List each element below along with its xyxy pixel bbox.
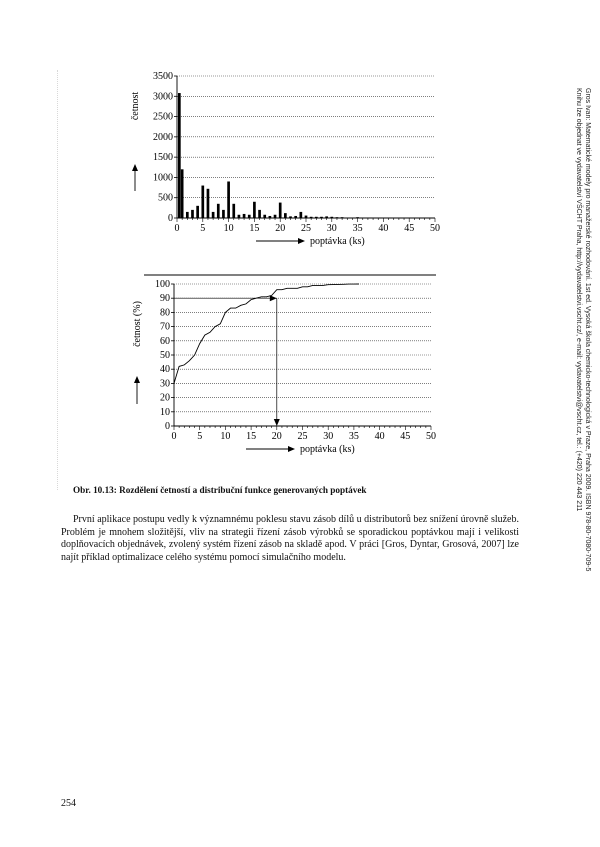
bar: [305, 216, 308, 218]
y-tick-label: 2000: [153, 131, 173, 143]
bar: [336, 217, 339, 218]
bar: [181, 169, 184, 218]
bar: [398, 218, 401, 219]
bar: [269, 216, 272, 218]
y-tick-label: 100: [155, 279, 170, 290]
x-tick-label: 20: [271, 431, 282, 442]
annotation-arrowhead-vertical: [274, 419, 280, 426]
bar: [217, 204, 220, 218]
x-label-arrowhead: [288, 446, 295, 452]
x-axis-label: poptávka (ks): [300, 444, 355, 455]
y-tick-label: 1000: [153, 172, 173, 184]
bar: [330, 217, 333, 218]
bar: [178, 93, 181, 218]
bar: [377, 218, 380, 219]
bar: [356, 217, 359, 218]
x-axis-label: poptávka (ks): [310, 236, 365, 247]
bar: [284, 213, 287, 218]
bar: [423, 218, 426, 219]
bar: [196, 206, 199, 218]
x-tick-label: 25: [301, 223, 311, 234]
bar: [227, 181, 230, 218]
x-tick-label: 5: [197, 431, 203, 442]
bar: [387, 218, 390, 219]
x-tick-label: 10: [220, 431, 231, 442]
bar: [253, 202, 256, 218]
bar: [325, 216, 328, 218]
y-tick-label: 50: [160, 350, 170, 361]
bar: [186, 212, 189, 218]
body-paragraph: První aplikace postupu vedly k významnému poklesu stavu zásob dílů u distributorů bez snížení úrovně služeb. Problém je mnohem složitější, vliv na strategii řízení zásob výrobků se sporadickou poptávkou mají i velikosti doplňovacích objednávek, zvolený systém řízení zásob na skladě apod. V práci [Gros, Dyntar, Grosová, 2007] lze najít příklad optimalizace celého systému pomocí simulačního modelu.: [61, 514, 519, 563]
bar: [274, 215, 277, 218]
bar: [320, 217, 323, 218]
y-tick-label: 3000: [153, 91, 173, 103]
x-tick-label: 45: [404, 223, 415, 234]
x-tick-label: 20: [275, 223, 286, 234]
x-tick-label: 35: [352, 223, 363, 234]
side-note-line2: Knihu lze objednat ve vydavatelství VŠCHT Praha, http://vydavatelstvi.vscht.cz/, e-mail: vydavatelstvi@vscht.cz, tel.: (+420) 220 443 211: [575, 88, 582, 512]
y-tick-label: 0: [165, 421, 170, 432]
y-tick-label: 80: [160, 307, 170, 319]
y-label-arrowhead: [132, 164, 138, 171]
bar: [408, 218, 411, 219]
bar: [341, 217, 344, 218]
bar: [212, 212, 215, 218]
bar: [207, 189, 210, 218]
bar: [222, 210, 225, 218]
x-tick-label: 50: [430, 223, 440, 234]
y-tick-label: 70: [160, 321, 170, 333]
bar: [294, 216, 297, 218]
y-tick-label: 40: [160, 364, 170, 376]
annotation-arrowhead-horizontal: [270, 295, 277, 301]
bar: [258, 210, 261, 218]
y-axis-label: četnost (%): [132, 301, 143, 347]
bar: [232, 204, 235, 218]
bar: [351, 218, 354, 219]
x-tick-label: 30: [323, 431, 334, 442]
bar: [315, 217, 318, 218]
y-label-arrowhead: [134, 376, 140, 383]
x-tick-label: 25: [297, 431, 308, 442]
page-number: 254: [61, 798, 76, 809]
bar: [289, 216, 292, 218]
y-tick-label: 2500: [153, 111, 173, 123]
y-tick-label: 3500: [153, 71, 173, 82]
x-tick-label: 5: [200, 223, 206, 234]
bar: [428, 218, 431, 219]
y-tick-label: 1500: [153, 152, 173, 164]
y-tick-label: 30: [160, 378, 170, 390]
x-label-arrowhead: [298, 238, 305, 244]
x-tick-label: 40: [374, 431, 385, 442]
y-axis-label: četnost: [130, 91, 141, 121]
bar: [413, 218, 416, 219]
bar: [248, 215, 251, 218]
bar: [418, 218, 421, 219]
frequency-histogram: [128, 66, 448, 251]
cdf-line: [174, 284, 359, 383]
x-tick-label: 15: [249, 223, 260, 234]
bar: [346, 218, 349, 219]
y-tick-label: 10: [160, 406, 170, 418]
x-tick-label: 40: [378, 223, 389, 234]
bar: [392, 218, 395, 219]
x-tick-label: 45: [400, 431, 411, 442]
cumulative-distribution-chart: [128, 272, 448, 467]
y-tick-label: 0: [168, 213, 173, 224]
y-tick-label: 500: [158, 192, 173, 204]
x-tick-label: 0: [174, 223, 180, 234]
bar: [361, 218, 364, 219]
y-tick-label: 90: [160, 293, 170, 305]
x-tick-label: 15: [246, 431, 257, 442]
x-tick-label: 50: [426, 431, 436, 442]
bar: [238, 215, 241, 218]
bar: [367, 218, 370, 219]
x-tick-label: 30: [326, 223, 337, 234]
bar: [310, 217, 313, 218]
x-tick-label: 0: [171, 431, 177, 442]
bar: [403, 218, 406, 219]
bar: [382, 218, 385, 219]
bar: [372, 218, 375, 219]
y-tick-label: 60: [160, 335, 170, 347]
bar: [191, 210, 194, 218]
bar: [201, 186, 204, 218]
x-tick-label: 10: [223, 223, 234, 234]
bar: [279, 203, 282, 218]
bar: [299, 212, 302, 218]
figure-caption: Obr. 10.13: Rozdělení četností a distribuční funkce generovaných poptávek: [73, 485, 367, 495]
margin-dotted-line: [57, 70, 58, 490]
y-tick-label: 20: [160, 392, 170, 404]
bar: [263, 215, 266, 218]
side-note-line1: Gros Ivan: Matematické modely pro manažerské rozhodování. 1st ed. Vysoká škola chemicko-technologická v Praze, Praha 2009. ISBN 978-80-7080-709-5: [584, 88, 591, 572]
bar: [243, 214, 246, 218]
x-tick-label: 35: [348, 431, 359, 442]
